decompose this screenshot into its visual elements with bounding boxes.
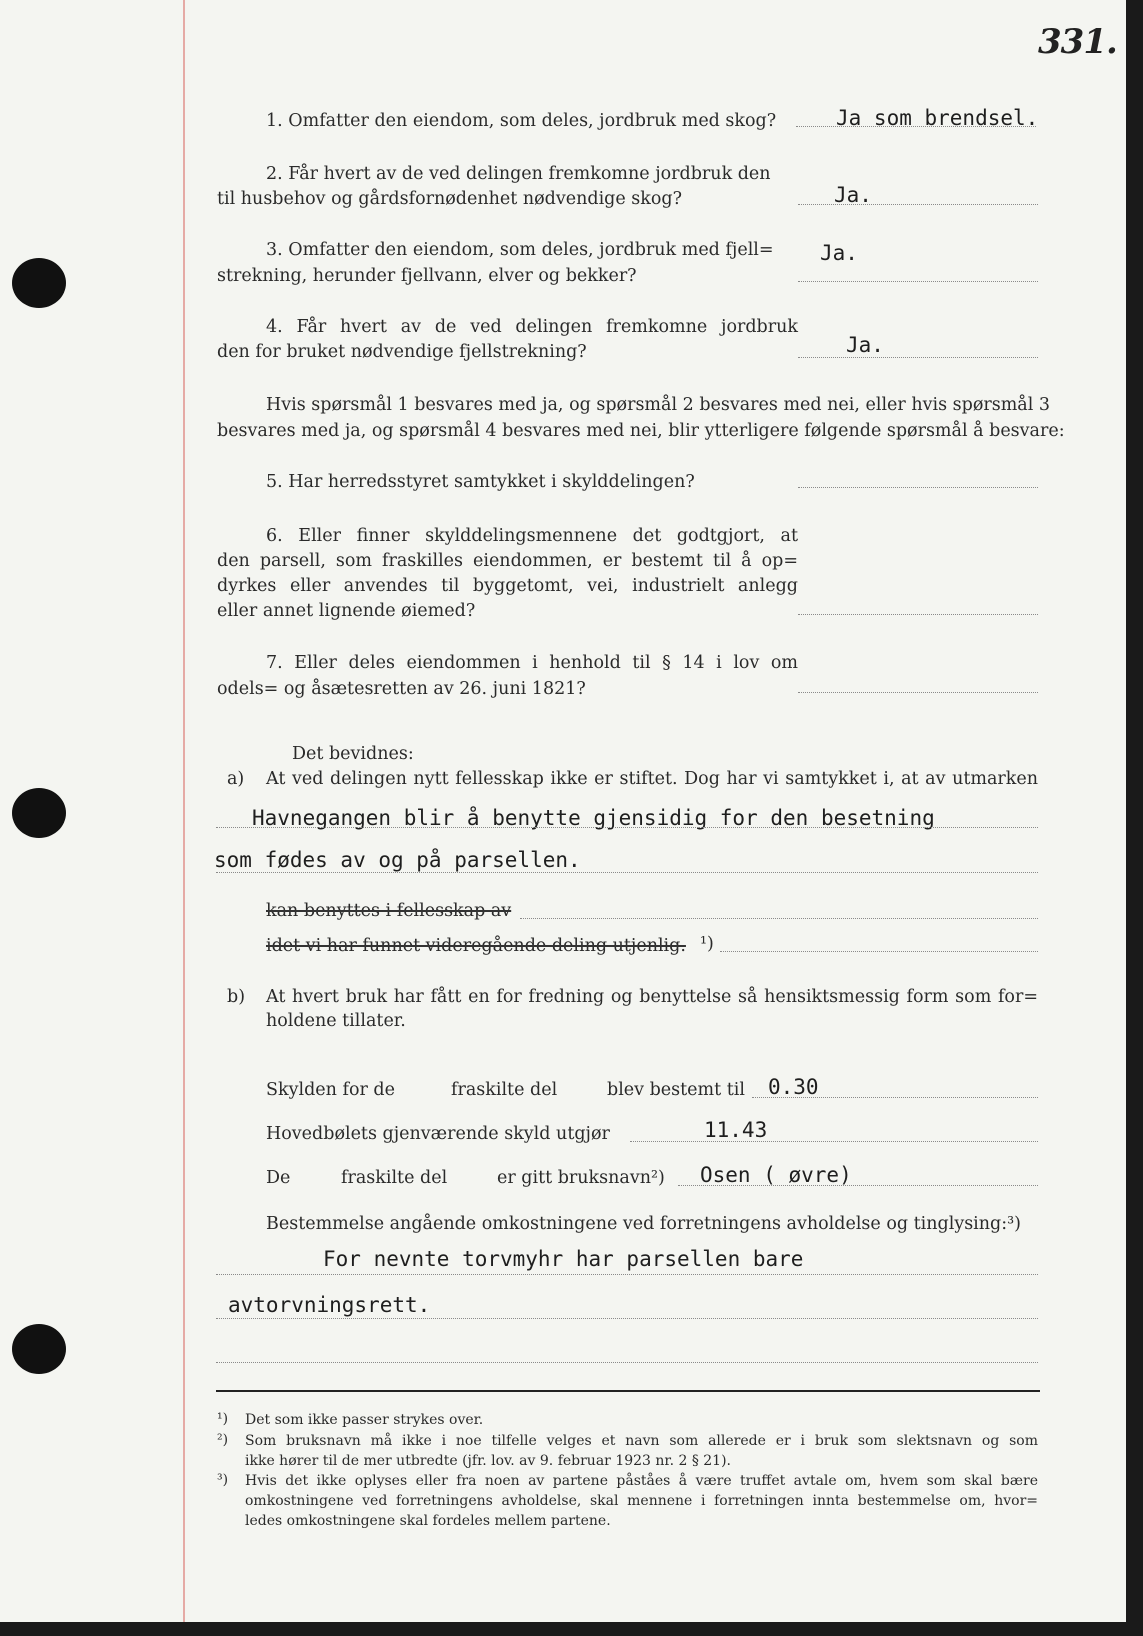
footnote-2-line-2: ikke hører til de mer utbredte (jfr. lov. av 9. februar 1923 nr. 2 § 21).: [245, 1453, 732, 1469]
footnote-2-marker: ²): [217, 1432, 229, 1448]
skyld-word-2: fraskilte del: [451, 1080, 558, 1100]
question-5-text: 5. Har herredsstyret samtykket i skylddelingen?: [266, 472, 695, 492]
answer-line: [798, 692, 1038, 693]
footnote-1-marker: ¹): [217, 1411, 229, 1427]
footnote-1-text: Det som ikke passer strykes over.: [245, 1412, 484, 1428]
question-6-line-1: 6. Eller finner skylddelingsmennene det godtgjort, at: [266, 526, 798, 546]
item-a-answer-1: Havnegangen blir å benytte gjensidig for den besetning: [252, 806, 935, 830]
skyld-value: 0.30: [768, 1075, 819, 1099]
bruksnavn-word-3: er gitt bruksnavn²): [497, 1168, 665, 1188]
footnote-2-line-1: Som bruksnavn må ikke i noe tilfelle velges et navn som allerede er i bruk som slektsnavn og som: [245, 1433, 1038, 1449]
question-4-line-2: den for bruket nødvendige fjellstrekning?: [217, 342, 587, 362]
answer-line: [798, 357, 1038, 358]
page-number: 331.: [1038, 22, 1117, 62]
bruksnavn-word-2: fraskilte del: [341, 1168, 448, 1188]
margin-line: [183, 0, 185, 1622]
question-7-line-1: 7. Eller deles eiendommen i henhold til § 14 i lov om: [266, 653, 798, 673]
answer-line: [520, 918, 1038, 919]
question-6-line-4: eller annet lignende øiemed?: [217, 601, 476, 621]
footnote-3-line-2: omkostningene ved forretningens avholdelse, skal mennene i forretningen innta bestemmelse om, hvor=: [245, 1493, 1038, 1509]
answer-line: [630, 1141, 1038, 1142]
item-b-label: b): [227, 987, 246, 1007]
punch-hole-bottom: [12, 1324, 66, 1374]
footnote-3-line-1: Hvis det ikke oplyses eller fra noen av partene påståes å være truffet avtale om, hvem som skal bære: [245, 1473, 1038, 1489]
hvis-line-2: besvares med ja, og spørsmål 4 besvares med nei, blir ytterligere følgende spørsmål å besvare:: [217, 421, 1065, 441]
question-6-line-3: dyrkes eller anvendes til byggetomt, vei, industrielt anlegg: [217, 576, 798, 596]
bruksnavn-word-1: De: [266, 1168, 291, 1188]
answer-line: [216, 1318, 1038, 1319]
item-a-text: At ved delingen nytt fellesskap ikke er stiftet. Dog har vi samtykket i, at av utmarken: [266, 769, 1038, 789]
bestemmelse-answer-2: avtorvningsrett.: [228, 1293, 431, 1317]
skyld-word-3: blev bestemt til: [607, 1080, 745, 1100]
item-b-line-1: At hvert bruk har fått en for fredning og benyttelse så hensiktsmessig form som for=: [266, 987, 1038, 1007]
answer-line: [720, 951, 1038, 952]
answer-line: [216, 1362, 1038, 1363]
question-7-line-2: odels= og åsætesretten av 26. juni 1821?: [217, 679, 586, 699]
skyld-word-1: Skylden for de: [266, 1080, 395, 1100]
hovedbol-label: Hovedbølets gjenværende skyld utgjør: [266, 1124, 610, 1144]
question-6-line-2: den parsell, som fraskilles eiendommen, er bestemt til å op=: [217, 551, 798, 571]
footnote-3-marker: ³): [217, 1472, 229, 1488]
punch-hole-middle: [12, 788, 66, 838]
punch-hole-top: [12, 258, 66, 308]
struck-text-2: idet vi har funnet videregående deling utjenlig.: [266, 936, 686, 956]
footnote-rule: [216, 1390, 1040, 1392]
question-1-text: 1. Omfatter den eiendom, som deles, jordbruk med skog?: [266, 111, 777, 131]
struck-text-1: kan benyttes i fellesskap av: [266, 901, 512, 921]
hvis-line-1: Hvis spørsmål 1 besvares med ja, og spørsmål 2 besvares med nei, eller hvis spørsmål 3: [266, 395, 1051, 415]
question-1-answer: Ja som brendsel.: [836, 106, 1039, 130]
question-2-line-2: til husbehov og gårdsfornødenhet nødvendige skog?: [217, 189, 682, 209]
item-b-line-2: holdene tillater.: [266, 1011, 406, 1031]
bruksnavn-value: Osen ( øvre): [700, 1163, 852, 1187]
item-a-label: a): [227, 769, 245, 789]
bestemmelse-text: Bestemmelse angående omkostningene ved forretningens avholdelse og tinglysing:³): [266, 1214, 1021, 1234]
answer-line: [216, 827, 1038, 828]
hovedbol-value: 11.43: [704, 1118, 768, 1142]
question-2-line-1: 2. Får hvert av de ved delingen fremkomne jordbruk den: [266, 164, 771, 184]
question-3-answer: Ja.: [820, 241, 858, 265]
answer-line: [216, 872, 1038, 873]
answer-line: [798, 281, 1038, 282]
bestemmelse-answer-1: For nevnte torvmyhr har parsellen bare: [323, 1247, 804, 1271]
answer-line: [798, 614, 1038, 615]
struck-footnote-ref: ¹): [700, 934, 714, 954]
answer-line: [798, 487, 1038, 488]
question-2-answer: Ja.: [834, 183, 872, 207]
answer-line: [216, 1274, 1038, 1275]
question-4-line-1: 4. Får hvert av de ved delingen fremkomne jordbruk: [266, 317, 798, 337]
question-3-line-2: strekning, herunder fjellvann, elver og bekker?: [217, 266, 637, 286]
footnote-3-line-3: ledes omkostningene skal fordeles mellem partene.: [245, 1513, 611, 1529]
bevidnes-heading: Det bevidnes:: [292, 744, 414, 764]
question-3-line-1: 3. Omfatter den eiendom, som deles, jordbruk med fjell=: [266, 240, 774, 260]
question-4-answer: Ja.: [846, 333, 884, 357]
item-a-answer-2: som fødes av og på parsellen.: [214, 848, 581, 872]
